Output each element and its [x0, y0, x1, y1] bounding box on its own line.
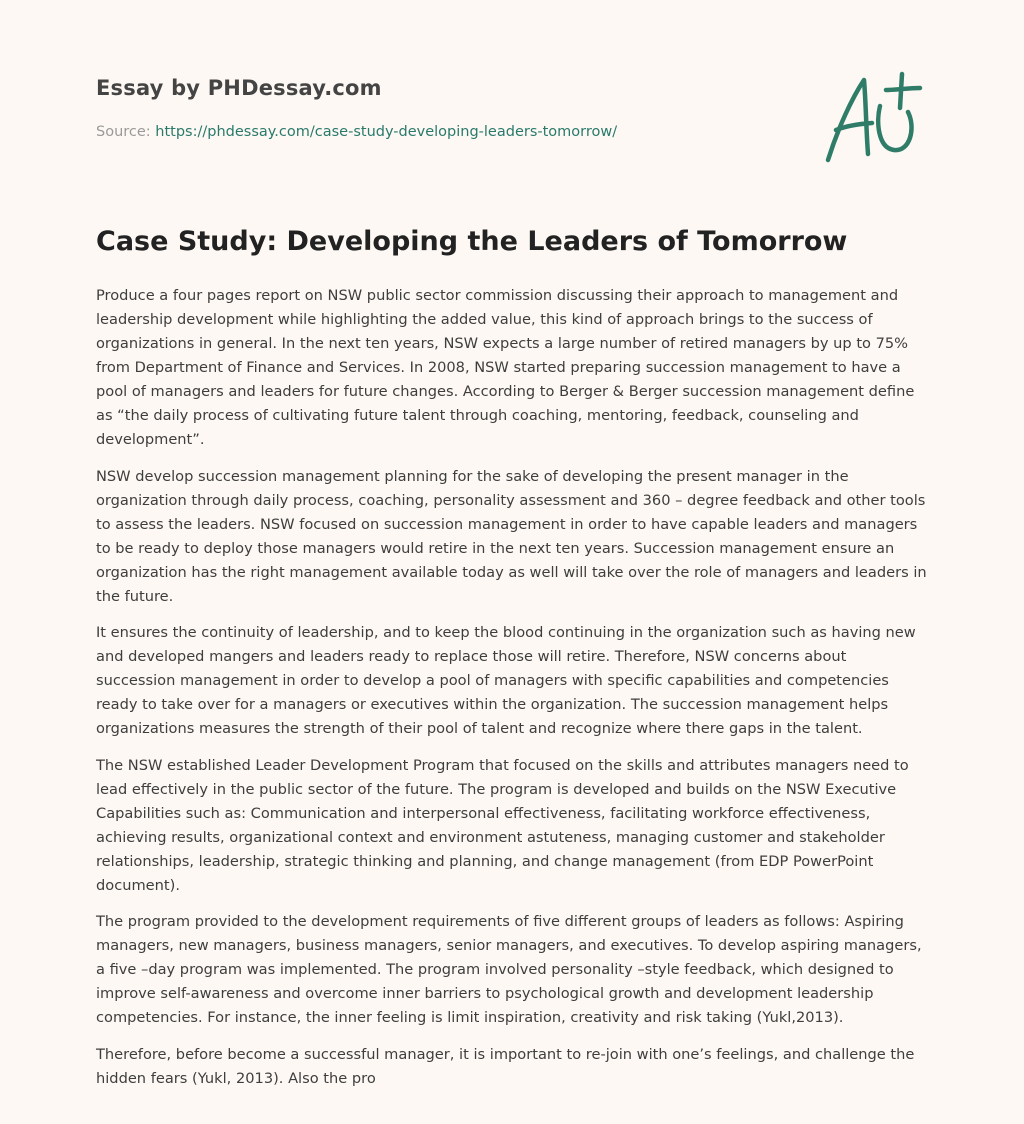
a-plus-logo-icon — [822, 68, 926, 164]
source-line — [96, 124, 617, 140]
source-label: Source: — [96, 124, 156, 140]
site-title: Essay by PHDessay.com — [96, 76, 382, 100]
essay-body — [96, 284, 930, 1103]
essay-title: Case Study: Developing the Leaders of Tomorrow — [96, 226, 848, 257]
essay-paragraph: Produce a four pages report on NSW public sector commission discussing their approach to management and leadership development while highlighting the added value, this kind of approach brings to the success of organizations in general. In the next ten years, NSW expects a large number of retired managers by up to 75% from Department of Finance and Services. In 2008, NSW started preparing succession management to have a pool of managers and leaders for future changes. According to Berger & Berger succession management define as “the daily process of cultivating future talent through coaching, mentoring, feedback, counseling and development”. — [96, 287, 915, 448]
essay-paragraph: NSW develop succession management planning for the sake of developing the present manager in the organization through daily process, coaching, personality assessment and 360 – degree feedback and other tools to assess the leaders. NSW focused on succession management in order to have capable leaders and managers to be ready to deploy those managers would retire in the next ten years. Succession management ensure an organization has the right management available today as well will take over the role of managers and leaders in the future. — [96, 467, 927, 605]
source-link[interactable]: https://phdessay.com/case-study-developing-leaders-tomorrow/ — [155, 124, 618, 140]
essay-paragraph: Therefore, before become a successful manager, it is important to re-join with one’s feelings, and challenge the hidden fears (Yukl, 2013). Also the pro — [96, 1045, 915, 1087]
essay-paragraph: The NSW established Leader Development Program that focused on the skills and attributes managers need to lead effectively in the public sector of the future. The program is developed and builds on the NSW Executive Capabilities such as: Communication and interpersonal effectiveness, facilitating workforce effectiveness, achieving results, organizational context and environment astuteness, managing customer and stakeholder relationships, leadership, strategic thinking and planning, and change management (from EDP PowerPoint document). — [96, 756, 909, 894]
essay-paragraph: The program provided to the development requirements of five different groups of leaders as follows: Aspiring managers, new managers, business managers, senior managers, and executives. To develop aspiring managers, a five –day program was implemented. The program involved personality –style feedback, which designed to improve self-awareness and overcome inner barriers to psychological growth and development leadership competencies. For instance, the inner feeling is limit inspiration, creativity and risk taking (Yukl,2013). — [96, 913, 922, 1026]
essay-paragraph: It ensures the continuity of leadership, and to keep the blood continuing in the organization such as having new and developed mangers and leaders ready to replace those will retire. Therefore, NSW concerns about succession management in order to develop a pool of managers with specific capabilities and competencies ready to take over for a managers or executives within the organization. The succession management helps organizations measures the strength of their pool of talent and recognize where there gaps in the talent. — [96, 624, 916, 737]
